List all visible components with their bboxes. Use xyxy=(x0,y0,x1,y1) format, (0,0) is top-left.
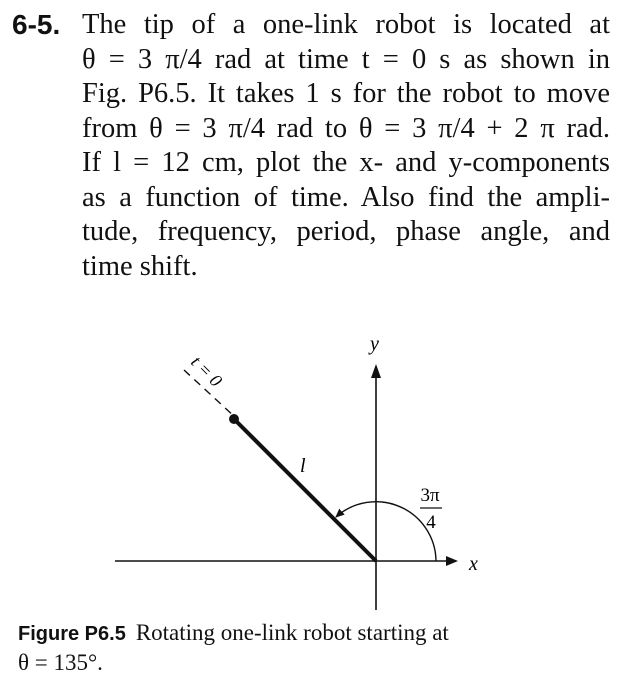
problem-line-2: θ = 3 π/4 rad at time t = 0 s as shown in xyxy=(82,43,610,75)
caption-line-2: θ = 135°. xyxy=(18,650,103,675)
problem-line-4: from θ = 3 π/4 rad to θ = 3 π/4 + 2 π rad. xyxy=(82,112,610,144)
figure-caption xyxy=(18,620,618,676)
problem-line-8: time shift. xyxy=(82,250,198,282)
x-axis-arrow-icon xyxy=(446,556,458,566)
y-axis-label: y xyxy=(370,333,379,355)
problem-line-6: as a function of time. Also find the ampli- xyxy=(82,181,610,213)
problem-line-3: Fig. P6.5. It takes 1 s for the robot to move xyxy=(82,78,610,109)
robot-tip xyxy=(229,414,239,424)
problem-line-5: If l = 12 cm, plot the x- and y-components xyxy=(82,147,610,178)
t-zero-label: t = 0 xyxy=(187,351,227,391)
x-axis-label: x xyxy=(469,553,478,575)
problem-text xyxy=(82,8,610,284)
angle-arc xyxy=(336,502,436,561)
y-axis-arrow-icon xyxy=(371,364,381,378)
link-length-label: l xyxy=(300,455,306,477)
angle-denominator: 4 xyxy=(426,512,436,533)
angle-numerator: 3π xyxy=(420,485,440,506)
problem-line-7: tude, frequency, period, phase angle, and xyxy=(82,216,610,247)
robot-figure xyxy=(0,320,635,610)
caption-text: Rotating one-link robot starting at xyxy=(135,620,449,645)
problem-line-1: The tip of a one-link robot is located at xyxy=(82,9,610,40)
caption-label: Figure P6.5 xyxy=(18,623,126,645)
problem-number: 6-5. xyxy=(12,9,61,40)
robot-link xyxy=(234,419,376,561)
